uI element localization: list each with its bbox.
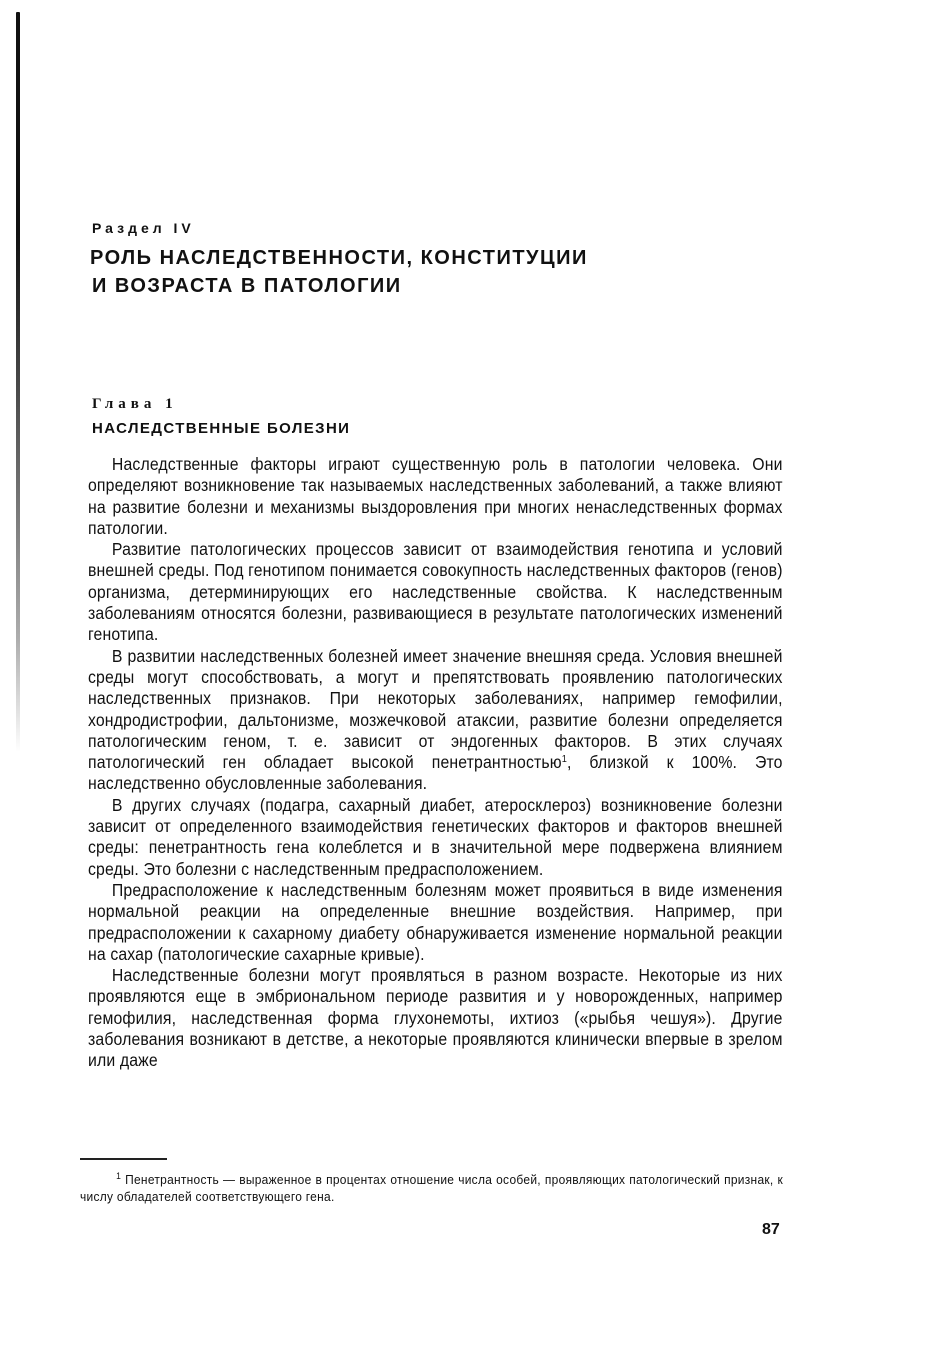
footnote-text: Пенетрантность — выраженное в процентах отношение числа особей, проявляющих патологический признак, к числу обладателей соответствующего гена. xyxy=(80,1173,783,1204)
paragraph xyxy=(88,646,783,795)
paragraph-text: В развитии наследственных болезней имеет значение внешняя среда. Условия внешней среды могут способствовать, а могут и препятствовать проявлению патологических наследственных признаков. При некоторых заболеваниях, например гемофилии, хондродистрофии, дальтонизме, мозжечковой атаксии, развитие болезни определяется патологическим геном, т. е. зависит от эндогенных факторов. В этих случаях патологический ген обладает высокой пенетрантностью xyxy=(88,645,783,773)
body-text xyxy=(88,454,783,1072)
footnote-divider xyxy=(80,1158,167,1160)
paragraph: Предрасположение к наследственным болезням может проявиться в виде изменения нормальной реакции на определенные внешние воздействия. Например, при предрасположении к сахарному диабету обнаруживается изменение нормальной реакции на сахар (патологические сахарные кривые). xyxy=(88,879,783,964)
footnote-marker: 1 xyxy=(116,1171,122,1181)
page-number: 87 xyxy=(762,1221,780,1238)
paragraph: Наследственные болезни могут проявляться в разном возрасте. Некоторые из них проявляются еще в эмбриональном периоде развития и у новорожденных, например гемофилия, наследственная форма глухонемоты, ихтиоз («рыбья чешуя»). Другие заболевания возникают в детстве, а некоторые проявляются клинически впервые в зрелом или даже xyxy=(88,965,783,1071)
section-label: Раздел IV xyxy=(92,220,195,236)
paragraph: Наследственные факторы играют существенную роль в патологии человека. Они определяют возникновение так называемых наследственных заболеваний, а также влияют на развитие болезни и механизмы выздоровления при многих ненаследственных формах патологии. xyxy=(88,454,783,538)
footnote xyxy=(80,1172,783,1206)
paragraph-text: , близкой к 100%. Это наследственно обусловленные заболевания. xyxy=(88,752,783,794)
footnote-reference[interactable]: 1 xyxy=(561,754,568,766)
section-title xyxy=(90,244,588,300)
paragraph: Развитие патологических процессов зависит от взаимодействия генотипа и условий внешней среды. Под генотипом понимается совокупность наследственных факторов (генов) организма, детерминирующих его наследственные свойства. К наследственным заболеваниям относятся болезни, развивающиеся в результате патологических изменений генотипа. xyxy=(88,539,783,645)
paragraph: В других случаях (подагра, сахарный диабет, атеросклероз) возникновение болезни зависит от определенного взаимодействия генетических факторов и факторов внешней среды: пенетрантность гена колеблется и в значительной мере подвержена влиянием среды. Это болезни с наследственным предрасположением. xyxy=(88,794,783,879)
section-title-line-1: РОЛЬ НАСЛЕДСТВЕННОСТИ, КОНСТИТУЦИИ xyxy=(90,247,588,269)
section-title-line-2: И ВОЗРАСТА В ПАТОЛОГИИ xyxy=(92,275,402,297)
scan-edge-artifact xyxy=(16,12,20,752)
chapter-label: Глава 1 xyxy=(92,396,178,412)
chapter-title: НАСЛЕДСТВЕННЫЕ БОЛЕЗНИ xyxy=(92,420,351,437)
